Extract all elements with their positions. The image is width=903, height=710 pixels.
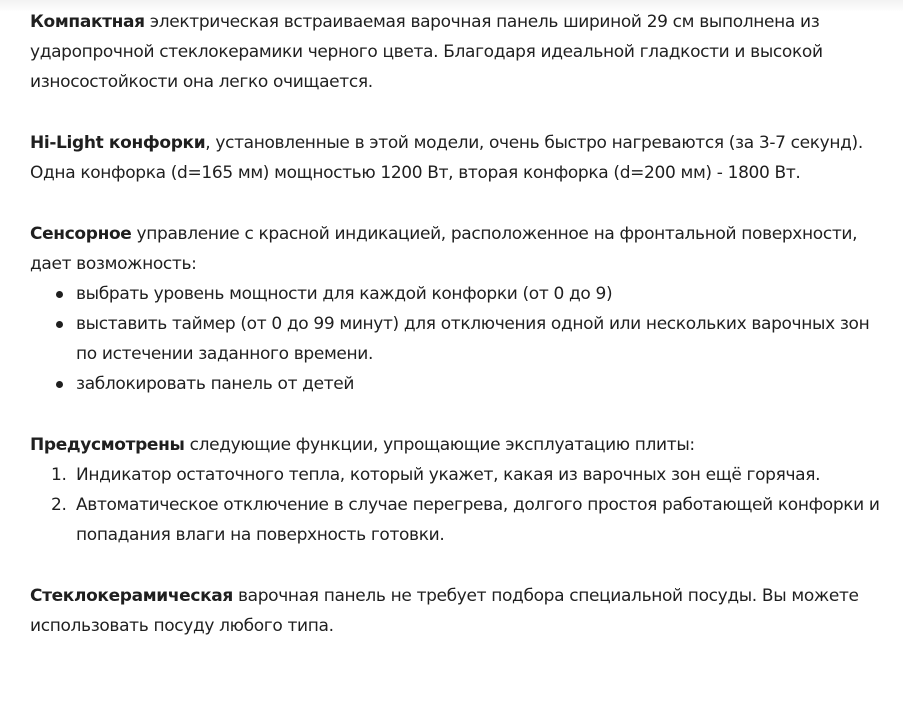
functions-list bbox=[30, 460, 890, 550]
paragraph-compact bbox=[30, 7, 890, 97]
bullet-icon bbox=[56, 321, 63, 328]
list-item bbox=[30, 279, 890, 309]
list-item bbox=[30, 460, 890, 490]
sensor-features-list bbox=[30, 279, 890, 399]
bold-term: Компактная bbox=[30, 12, 145, 32]
list-number: 2. bbox=[51, 495, 67, 515]
list-item-text: выбрать уровень мощности для каждой конфорки (от 0 до 9) bbox=[76, 284, 613, 304]
list-item-text: Автоматическое отключение в случае перегрева, долгого простоя работающей конфорки и попадания влаги на поверхность готовки. bbox=[76, 495, 880, 545]
bold-term: Предусмотрены bbox=[30, 435, 185, 455]
list-number: 1. bbox=[51, 465, 67, 485]
paragraph-text: управление с красной индикацией, расположенное на фронтальной поверхности, дает возможность: bbox=[30, 224, 858, 274]
paragraph-text: варочная панель не требует подбора специальной посуды. Вы можете использовать посуду любого типа. bbox=[30, 586, 859, 636]
list-item-text: выставить таймер (от 0 до 99 минут) для отключения одной или нескольких варочных зон по истечении заданного времени. bbox=[76, 314, 870, 364]
list-item bbox=[30, 369, 890, 399]
paragraph-glass-ceramic bbox=[30, 581, 890, 641]
list-item bbox=[30, 490, 890, 550]
paragraph-text: электрическая встраиваемая варочная панель шириной 29 см выполнена из ударопрочной стеклокерамики черного цвета. Благодаря идеальной гладкости и высокой износостойкости она легко очищается. bbox=[30, 12, 823, 92]
list-item-text: Индикатор остаточного тепла, который укажет, какая из варочных зон ещё горячая. bbox=[76, 465, 821, 485]
list-item-text: заблокировать панель от детей bbox=[76, 374, 355, 394]
bullet-icon bbox=[56, 291, 63, 298]
bold-term: Сенсорное bbox=[30, 224, 132, 244]
bold-term: Hi-Light конфорки bbox=[30, 133, 206, 153]
list-item bbox=[30, 309, 890, 369]
bullet-icon bbox=[56, 381, 63, 388]
paragraph-functions bbox=[30, 430, 890, 460]
paragraph-text: следующие функции, упрощающие эксплуатацию плиты: bbox=[184, 435, 695, 455]
paragraph-text: , установленные в этой модели, очень быстро нагреваются (за 3-7 секунд). Одна конфорка (d=165 мм) мощностью 1200 Вт, вторая конфорка (d=200 мм) - 1800 Вт. bbox=[30, 133, 863, 183]
product-description bbox=[30, 7, 890, 641]
paragraph-sensor bbox=[30, 219, 890, 279]
paragraph-hilight bbox=[30, 128, 890, 188]
bold-term: Стеклокерамическая bbox=[30, 586, 233, 606]
